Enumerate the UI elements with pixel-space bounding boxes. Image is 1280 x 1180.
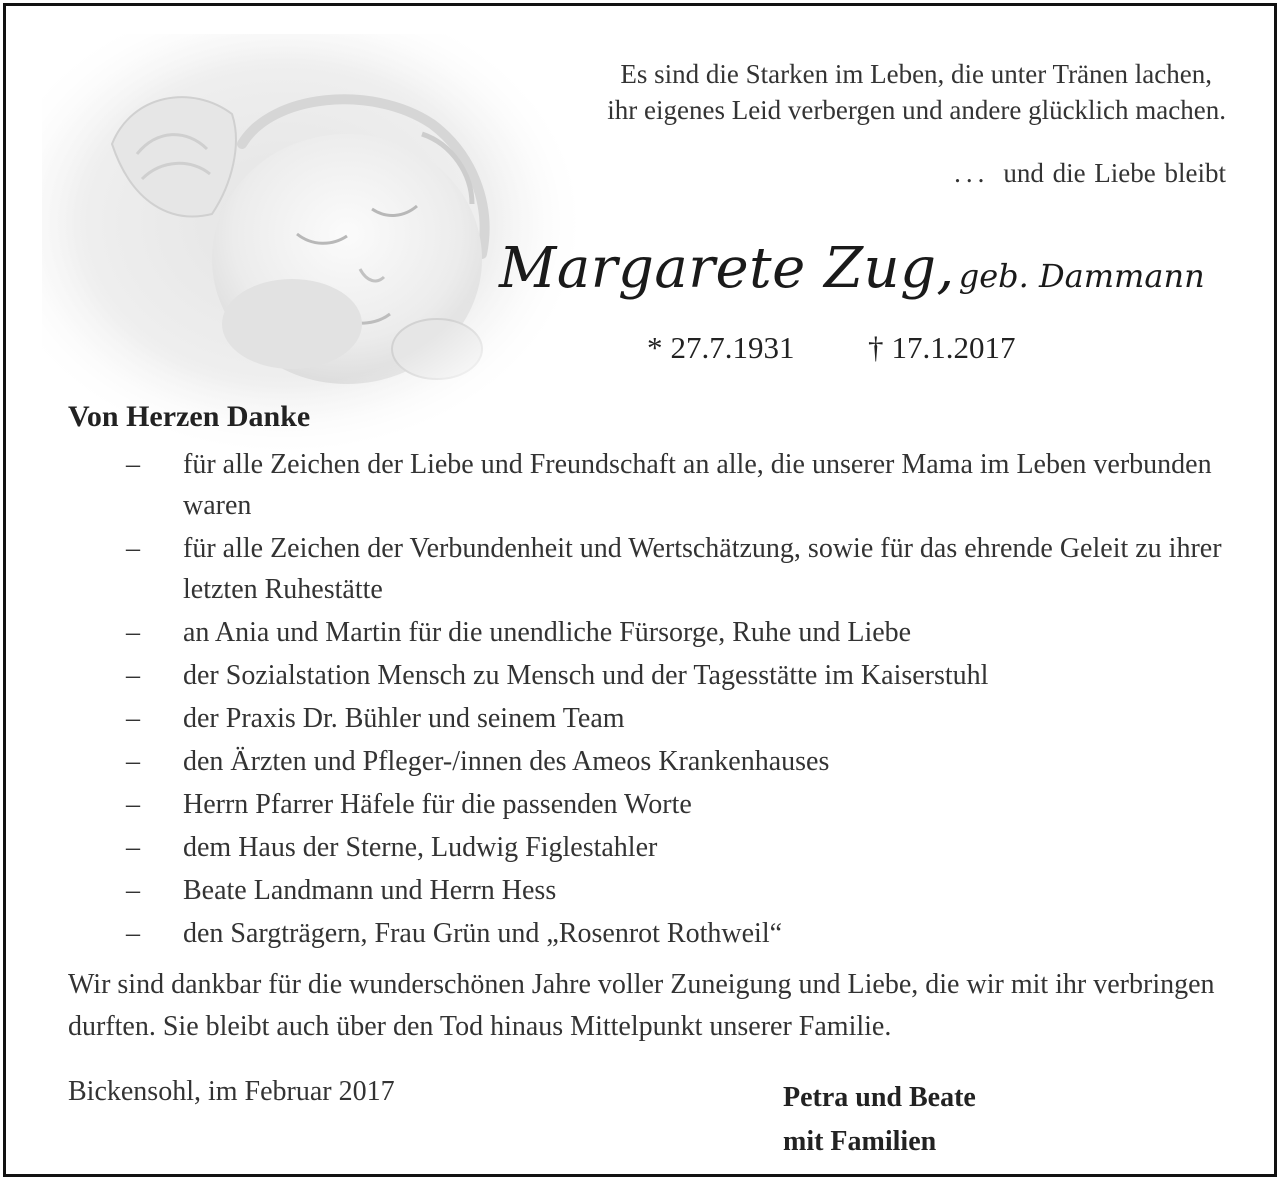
list-item-text: für alle Zeichen der Liebe und Freundschaft an alle, die unserer Mama im Leben verbunden waren — [183, 449, 1212, 521]
cross-icon: † — [868, 330, 884, 365]
signature — [783, 1076, 976, 1164]
list-item — [68, 655, 1258, 696]
tagline — [954, 158, 1226, 189]
closing-paragraph: Wir sind dankbar für die wunderschönen Jahre voller Zuneigung und Liebe, die wir mit ihr verbringen durften. Sie bleibt auch über den Tod hinaus Mittelpunkt unserer Familie. — [68, 969, 1215, 1042]
dash-bullet: – — [126, 617, 140, 648]
dash-bullet: – — [126, 789, 140, 820]
dash-bullet: – — [126, 703, 140, 734]
list-item — [68, 612, 1258, 653]
list-item — [68, 827, 1258, 868]
dash-bullet: – — [126, 449, 140, 480]
tagline-ellipsis: ... — [954, 158, 990, 188]
list-item-text: Beate Landmann und Herrn Hess — [183, 875, 557, 906]
list-item — [68, 913, 1258, 954]
list-item-text: dem Haus der Sterne, Ludwig Figlestahler — [183, 832, 658, 863]
deceased-name — [499, 236, 1205, 301]
list-item — [68, 870, 1258, 911]
list-item-text: Herrn Pfarrer Häfele für die passenden Worte — [183, 789, 692, 820]
tagline-text: und die Liebe bleibt — [1003, 158, 1226, 188]
thanks-list — [68, 444, 1258, 956]
place-and-date: Bickensohl, im Februar 2017 — [68, 1076, 395, 1107]
dash-bullet: – — [126, 875, 140, 906]
list-item — [68, 528, 1258, 610]
star-icon: * — [647, 330, 663, 365]
death-date — [868, 330, 1016, 366]
list-item — [68, 784, 1258, 825]
dash-bullet: – — [126, 918, 140, 949]
quote-line-1: Es sind die Starken im Leben, die unter Tränen lachen, — [620, 59, 1212, 89]
full-name: Margarete Zug, — [499, 236, 955, 301]
list-item-text: der Praxis Dr. Bühler und seinem Team — [183, 703, 625, 734]
obituary-frame — [3, 3, 1277, 1177]
list-item — [68, 741, 1258, 782]
birth-name: geb. Dammann — [958, 257, 1205, 295]
signature-line-1: Petra und Beate — [783, 1082, 976, 1113]
list-item — [68, 698, 1258, 739]
list-item-text: für alle Zeichen der Verbundenheit und Wertschätzung, sowie für das ehrende Geleit zu ihrer letzten Ruhestätte — [183, 533, 1222, 605]
dash-bullet: – — [126, 533, 140, 564]
dash-bullet: – — [126, 660, 140, 691]
dash-bullet: – — [126, 832, 140, 863]
list-item — [68, 444, 1258, 526]
list-item-text: den Ärzten und Pfleger-/innen des Ameos Krankenhauses — [183, 746, 830, 777]
thanks-heading: Von Herzen Danke — [68, 400, 311, 433]
birth-date — [647, 330, 795, 366]
list-item-text: den Sargträgern, Frau Grün und „Rosenrot Rothweil“ — [183, 918, 783, 949]
dash-bullet: – — [126, 746, 140, 777]
signature-line-2: mit Familien — [783, 1126, 937, 1157]
list-item-text: an Ania und Martin für die unendliche Fürsorge, Ruhe und Liebe — [183, 617, 912, 648]
death-date-value: 17.1.2017 — [891, 330, 1016, 365]
birth-date-value: 27.7.1931 — [670, 330, 795, 365]
epigraph-quote — [526, 56, 1226, 128]
quote-line-2: ihr eigenes Leid verbergen und andere glücklich machen. — [607, 95, 1226, 125]
list-item-text: der Sozialstation Mensch zu Mensch und der Tagesstätte im Kaiserstuhl — [183, 660, 989, 691]
